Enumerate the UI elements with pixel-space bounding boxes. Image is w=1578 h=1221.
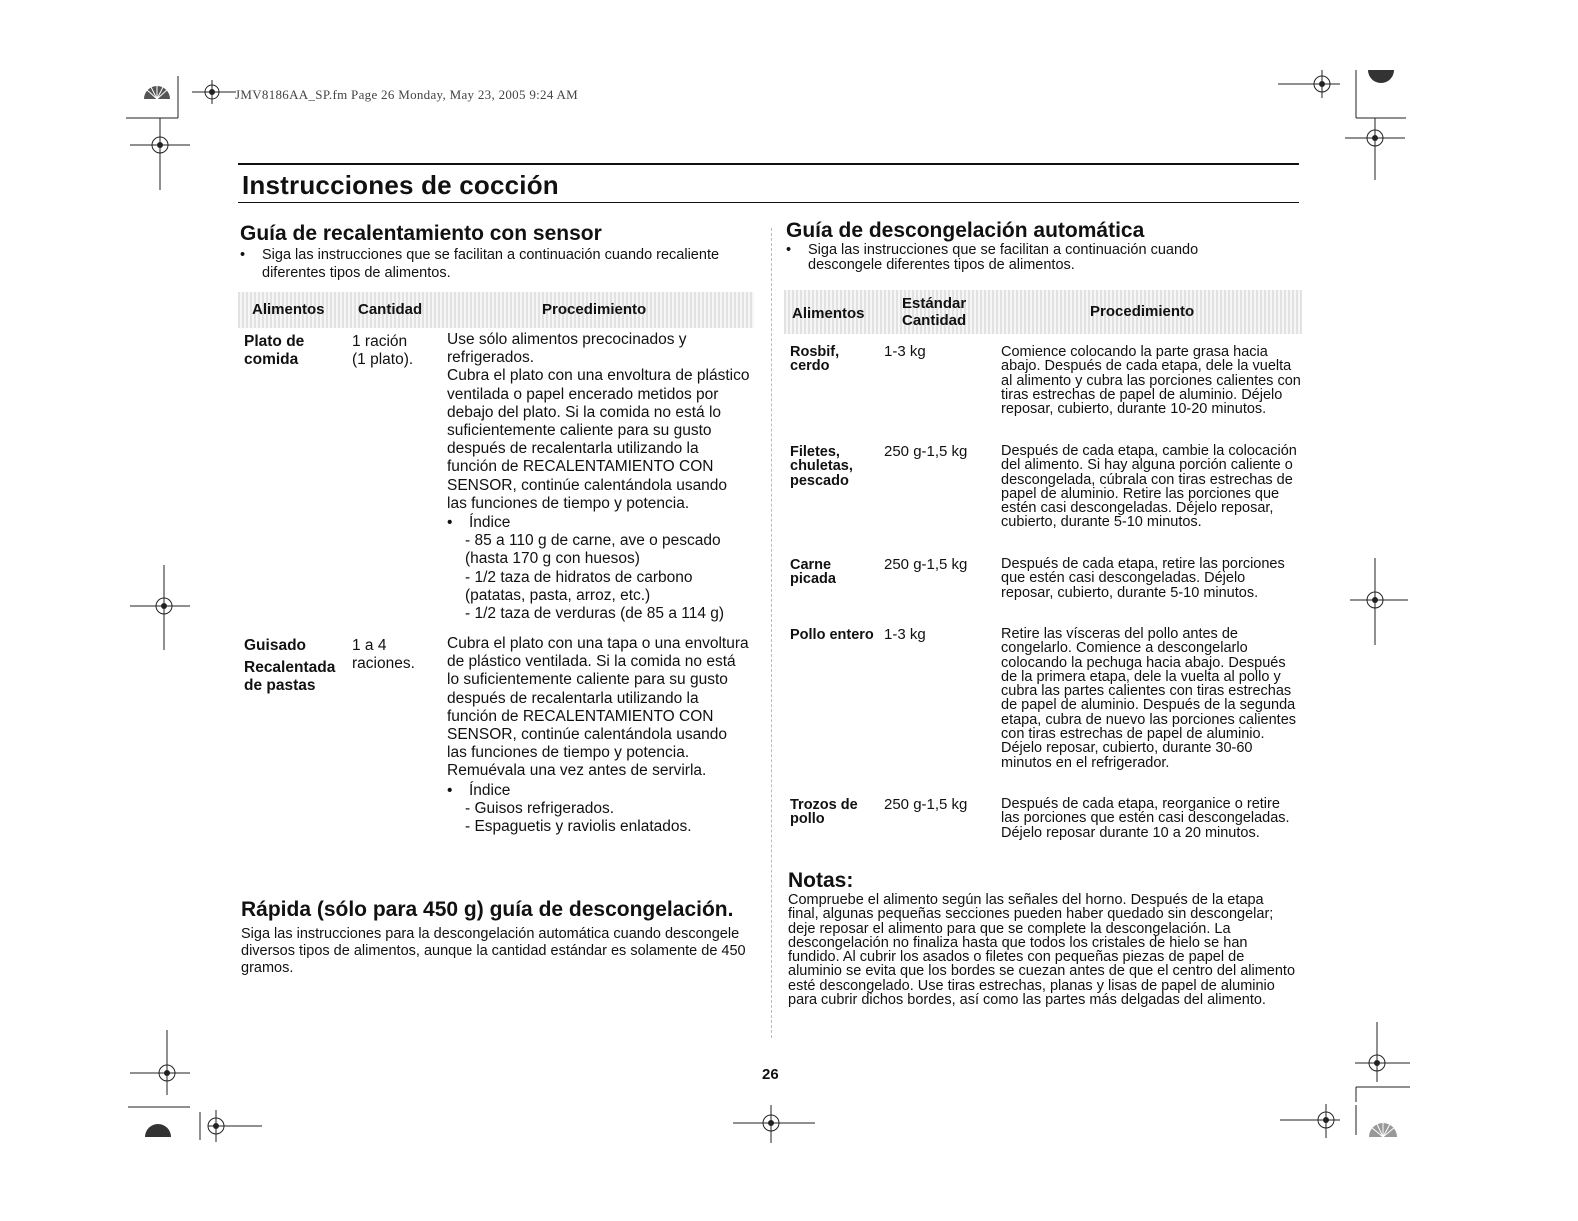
auto-defrost-intro-text: Siga las instrucciones que se facilitan a continuación cuando descongele diferentes tipos de alimentos. xyxy=(808,242,1199,273)
color-wheel-icon xyxy=(1367,1115,1399,1139)
col-header-alimentos: Alimentos xyxy=(252,301,325,318)
table-row-qty: 1-3 kg xyxy=(884,343,926,360)
index-item: - Espaguetis y raviolis enlatados. xyxy=(465,818,692,836)
title-rule xyxy=(238,202,1299,203)
notes-text: Compruebe el alimento según las señales del horno. Después de la etapa final, algunas pequeñas secciones pueden haber quedado sin descongelar; deje reposar el alimento para que se complete la descongelación. La descongelación no finaliza hasta que todos los cristales de hielo se han fundido. Al cubrir los asados o filetes con pequeñas piezas de papel de aluminio se evita que los bordes se cuezan antes de que el centro del alimento esté descongelado. Use tiras estrechas, planas y lisas de papel de aluminio para cubrir dichos bordes, así como las partes más delgadas del alimento. xyxy=(788,892,1296,1009)
table-row-procedure: Cubra el plato con una tapa o una envoltura de plástico ventilada. Si la comida no está lo suficientemente caliente para su gusto después de recalentarla utilizando la función de RECALENTAMIENTO CON SENSOR, continúe calentándola usando las funciones de tiempo y potencia. Remuévala una vez antes de servirla. • Índice - Guisos refrigerados. - Espaguetis y raviolis enlatados. xyxy=(447,635,751,836)
sensor-guide-heading: Guía de recalentamiento con sensor xyxy=(240,222,602,245)
sensor-guide-intro: • Siga las instrucciones que se facilitan a continuación cuando recaliente diferentes tipos de alimentos. xyxy=(240,246,740,282)
col-header-cantidad: Cantidad xyxy=(358,301,423,318)
table-row-qty xyxy=(352,333,442,369)
table-row-procedure: Después de cada etapa, retire las porciones que estén casi descongeladas. Déjelo reposar, cubierto, durante 5-10 minutos. xyxy=(1001,556,1285,601)
qty-line: 1 ración xyxy=(352,333,408,350)
table-row-procedure: Después de cada etapa, reorganice o retire las porciones que estén casi descongeladas. Déjelo reposar durante 10 a 20 minutos. xyxy=(1001,796,1290,841)
procedure-text: Cubra el plato con una envoltura de plástico ventilada o papel encerado metidos por debajo del plato. Si la comida no está lo suficientemente caliente para su gusto después de recalentarla utilizando la función de RECALENTAMIENTO CON SENSOR, continúe calentándola usando las funciones de tiempo y potencia. xyxy=(447,367,750,512)
quick-defrost-heading: Rápida (sólo para 450 g) guía de descongelación. xyxy=(241,898,734,921)
auto-defrost-section xyxy=(786,219,1144,243)
index-label: Índice xyxy=(469,781,511,799)
table-row-food: Filetes, chuletas, pescado xyxy=(790,444,853,489)
table-row-qty: 250 g-1,5 kg xyxy=(884,556,968,573)
index-item: - 1/2 taza de verduras (de 85 a 114 g) xyxy=(465,605,725,623)
col-header-alimentos: Alimentos xyxy=(792,305,865,322)
food-name: Guisado xyxy=(244,637,307,654)
col-header-cantidad: Estándar Cantidad xyxy=(902,295,967,329)
table-row-procedure: Use sólo alimentos precocinados y refrigerados. Cubra el plato con una envoltura de plástico ventilada o papel encerado metidos por debajo del plato. Si la comida no está lo suficientemente caliente para su gusto después de recalentarla utilizando la función de RECALENTAMIENTO CON SENSOR, continúe calentándola usando las funciones de tiempo y potencia. • Índice - 85 a 110 g de carne, ave o pescado (hasta 170 g con huesos) - 1/2 taza de hidratos de carbono (patatas, pasta, arroz, etc.) - 1/2 taza de verduras (de 85 a 114 g) xyxy=(447,331,750,623)
qty-line: (1 plato). xyxy=(352,351,414,369)
table-row-qty: 250 g-1,5 kg xyxy=(884,443,968,460)
notes-heading: Notas: xyxy=(788,869,854,892)
file-info: JMV8186AA_SP.fm Page 26 Monday, May 23, 2005 9:24 AM xyxy=(235,87,579,102)
table-row-food: Pollo entero xyxy=(790,627,874,643)
index-item: - Guisos refrigerados. xyxy=(465,799,615,817)
auto-defrost-heading: Guía de descongelación automática xyxy=(786,219,1145,242)
color-wheel-icon xyxy=(143,1120,173,1138)
column-divider xyxy=(771,228,772,1038)
table-row-food xyxy=(244,637,344,696)
sensor-guide-intro-text: Siga las instrucciones que se facilitan a continuación cuando recaliente diferentes tipos de alimentos. xyxy=(262,247,720,281)
auto-defrost-intro: • Siga las instrucciones que se facilitan a continuación cuando descongele diferentes tipos de alimentos. xyxy=(786,243,1266,273)
table-row-qty: 1-3 kg xyxy=(884,626,926,643)
page-number: 26 xyxy=(762,1066,779,1083)
quick-defrost-section xyxy=(241,898,733,922)
procedure-text: Use sólo alimentos precocinados y refrigerados. xyxy=(447,331,687,367)
sensor-table-header xyxy=(238,292,754,328)
index-label: Índice xyxy=(469,514,511,532)
defrost-table-header xyxy=(784,290,1302,334)
table-row-procedure: Retire las vísceras del pollo antes de congelarlo. Comience a descongelarlo colocando la pechuga hacia abajo. Después de la primera etapa, dele la vuelta al pollo y cubra las partes calientes con tiras estrechas de papel de aluminio. Después de la segunda etapa, cubra de nuevo las porciones calientes con tiras estrechas de papel de aluminio. Déjelo reposar, cubierto, durante 30-60 minutos en el refrigerador. xyxy=(1001,626,1297,771)
col-header-procedimiento: Procedimiento xyxy=(1090,303,1195,320)
table-row-food: Carne picada xyxy=(790,557,836,588)
page-title: Instrucciones de cocción xyxy=(242,170,559,200)
header-rule xyxy=(238,163,1299,165)
table-row-procedure: Comience colocando la parte grasa hacia abajo. Después de cada etapa, dele la vuelta al alimento y cubra las porciones calientes con tiras estrechas de papel de aluminio. Déjelo reposar, cubierto, durante 10-20 minutos. xyxy=(1001,344,1301,418)
sensor-guide-section xyxy=(240,222,602,246)
table-row-qty: 1 a 4 raciones. xyxy=(352,637,415,673)
table-row-qty: 250 g-1,5 kg xyxy=(884,796,968,813)
color-wheel-icon xyxy=(142,75,172,101)
table-row-procedure: Después de cada etapa, cambie la colocación del alimento. Si hay alguna porción caliente o descongelada, cúbrala con tiras estrechas de papel de aluminio. Retire las porciones que estén casi descongeladas. Déjelo reposar, cubierto, durante 5-10 minutos. xyxy=(1001,443,1297,531)
col-header-procedimiento: Procedimiento xyxy=(542,301,647,318)
food-name: Recalentada de pastas xyxy=(244,659,336,695)
quick-defrost-text: Siga las instrucciones para la descongelación automática cuando descongele diversos tipos de alimentos, aunque la cantidad estándar es solamente de 450 gramos. xyxy=(241,926,746,976)
procedure-text: Cubra el plato con una tapa o una envoltura de plástico ventilada. Si la comida no está lo suficientemente caliente para su gusto después de recalentarla utilizando la función de RECALENTAMIENTO CON SENSOR, continúe calentándola usando las funciones de tiempo y potencia. Remuévala una vez antes de servirla. xyxy=(447,635,749,780)
table-row-food: Rosbif, cerdo xyxy=(790,344,840,375)
table-row-food: Plato de comida xyxy=(244,333,305,369)
table-row-food: Trozos de pollo xyxy=(790,797,858,828)
index-item: - 1/2 taza de hidratos de carbono (patatas, pasta, arroz, etc.) xyxy=(465,568,693,604)
color-wheel-icon xyxy=(1366,68,1396,90)
index-item: - 85 a 110 g de carne, ave o pescado (hasta 170 g con huesos) xyxy=(465,532,721,568)
